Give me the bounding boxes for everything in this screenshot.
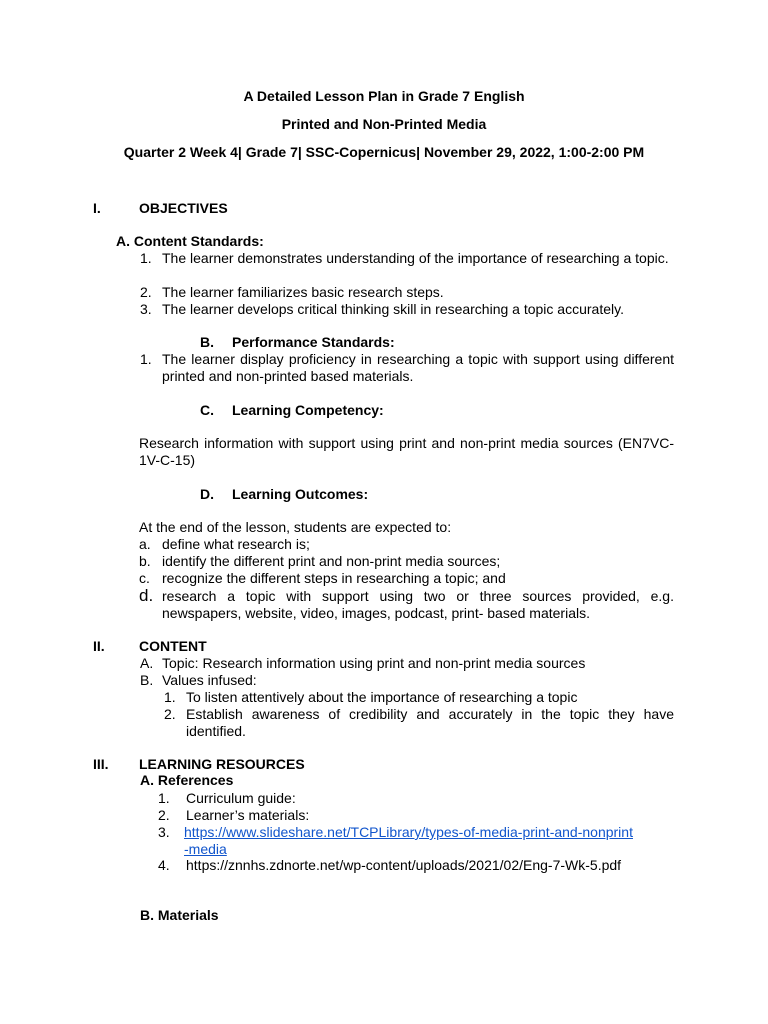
content-topic: Topic: Research information using print and non-print media sources xyxy=(162,655,586,671)
learning-outcome-item: recognize the different steps in researching a topic; and xyxy=(162,570,506,586)
learning-competency-text: Research information with support using print and non-print media sources (EN7VC-1V-C-15) xyxy=(139,435,674,468)
list-letter: d. xyxy=(139,586,154,605)
section-number-ii: II. xyxy=(93,638,105,654)
materials-label: B. Materials xyxy=(140,907,219,923)
section-heading-learning-resources: LEARNING RESOURCES xyxy=(139,756,305,772)
performance-standard-item: The learner display proficiency in researching a topic with support using different printed and non-printed based materials. xyxy=(162,351,674,384)
learning-competency-letter: C. xyxy=(200,402,214,418)
references-label: A. References xyxy=(140,772,234,788)
list-number: 1. xyxy=(140,351,152,367)
list-letter: B. xyxy=(140,672,154,688)
document-title: A Detailed Lesson Plan in Grade 7 English xyxy=(243,88,525,104)
reference-item: Curriculum guide: xyxy=(186,790,296,806)
content-standard-item: The learner demonstrates understanding of the importance of researching a topic. xyxy=(162,250,669,266)
list-number: 2. xyxy=(164,706,176,722)
learning-outcomes-letter: D. xyxy=(200,486,214,502)
list-letter: A. xyxy=(140,655,154,671)
reference-item: https://znnhs.zdnorte.net/wp-content/uploads/2021/02/Eng-7-Wk-5.pdf xyxy=(186,857,622,873)
section-heading-content: CONTENT xyxy=(139,638,207,654)
learning-outcome-item: define what research is; xyxy=(162,536,310,552)
list-number: 3. xyxy=(140,301,152,317)
section-number-iii: III. xyxy=(93,756,109,772)
list-letter: c. xyxy=(139,570,150,586)
content-standard-item: The learner familiarizes basic research steps. xyxy=(162,284,444,300)
learning-outcomes-label: Learning Outcomes: xyxy=(232,486,369,502)
list-number: 2. xyxy=(158,807,170,823)
document-info: Quarter 2 Week 4| Grade 7| SSC-Copernicus| November 29, 2022, 1:00-2:00 PM xyxy=(123,144,645,160)
content-standard-item: The learner develops critical thinking skill in researching a topic accurately. xyxy=(162,301,624,317)
reference-item: Learner’s materials: xyxy=(186,807,310,823)
list-number: 4. xyxy=(158,857,170,873)
learning-outcome-item: research a topic with support using two or three sources provided, e.g. newspapers, website, video, images, podcast, print- based materials. xyxy=(162,588,674,621)
list-number: 1. xyxy=(158,790,170,806)
performance-standards-label: Performance Standards: xyxy=(232,334,395,350)
reference-link[interactable]: https://www.slideshare.net/TCPLibrary/types-of-media-print-and-nonprint-media xyxy=(184,824,633,857)
value-item: To listen attentively about the importance of researching a topic xyxy=(186,689,578,705)
learning-competency-label: Learning Competency: xyxy=(232,402,384,418)
section-heading-objectives: OBJECTIVES xyxy=(139,200,228,216)
list-letter: b. xyxy=(139,553,151,569)
performance-standards-letter: B. xyxy=(200,334,214,350)
list-letter: a. xyxy=(139,536,151,552)
document-subtitle: Printed and Non-Printed Media xyxy=(281,116,487,132)
section-number-i: I. xyxy=(93,200,101,216)
learning-outcome-item: identify the different print and non-print media sources; xyxy=(162,553,501,569)
value-item: Establish awareness of credibility and accurately in the topic they have identified. xyxy=(186,706,674,739)
list-number: 3. xyxy=(158,824,170,840)
list-number: 1. xyxy=(140,250,152,266)
list-number: 2. xyxy=(140,284,152,300)
list-number: 1. xyxy=(164,689,176,705)
content-standards-label: A. Content Standards: xyxy=(116,233,264,249)
values-infused-label: Values infused: xyxy=(162,672,257,688)
learning-outcomes-intro: At the end of the lesson, students are expected to: xyxy=(139,519,452,535)
